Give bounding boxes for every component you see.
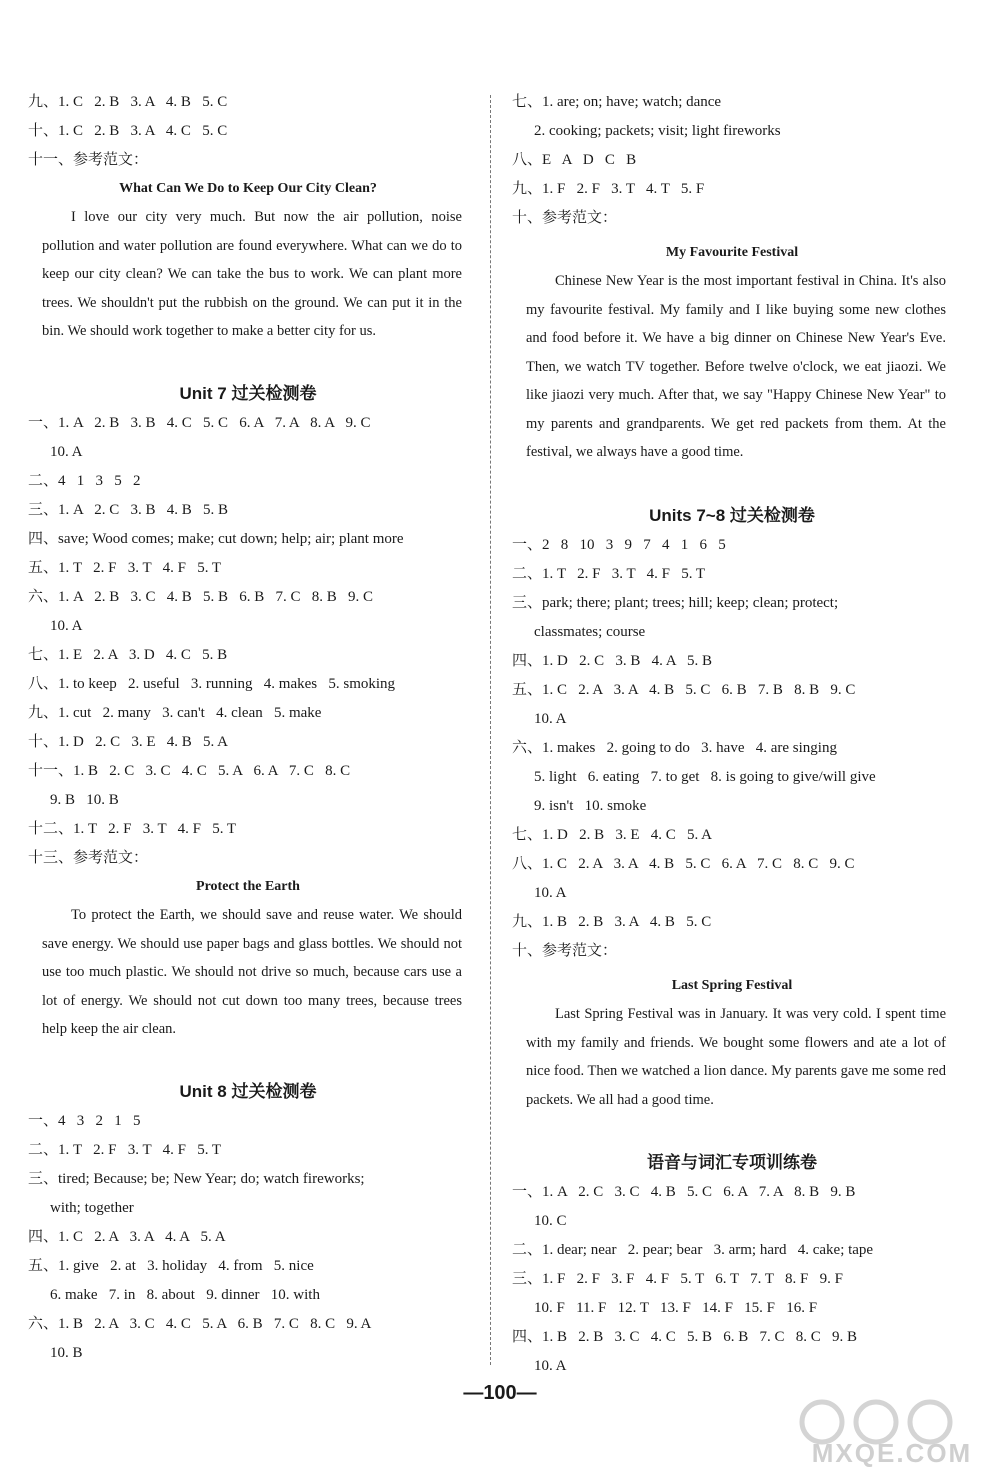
answer-line: 二、1. T 2. F 3. T 4. F 5. T — [28, 1142, 222, 1158]
essay-title: What Can We Do to Keep Our City Clean? — [119, 181, 377, 196]
answer-line: 五、1. C 2. A 3. A 4. B 5. C 6. B 7. B 8. B 9. C — [512, 682, 856, 698]
answer-line: 三、park; there; plant; trees; hill; keep; clean; protect; — [512, 595, 839, 611]
answer-line: 六、1. makes 2. going to do 3. have 4. are singing — [512, 740, 837, 756]
answer-line: 九、1. cut 2. many 3. can't 4. clean 5. make — [28, 705, 322, 721]
answer-line: 十一、1. B 2. C 3. C 4. C 5. A 6. A 7. C 8. C — [28, 763, 351, 779]
answer-line: 5. light 6. eating 7. to get 8. is going to give/will give — [534, 769, 876, 785]
answer-line: classmates; course — [534, 624, 646, 640]
answer-line: 八、1. C 2. A 3. A 4. B 5. C 6. A 7. C 8. C 9. C — [512, 856, 855, 872]
answer-line: 一、1. A 2. B 3. B 4. C 5. C 6. A 7. A 8. A 9. C — [28, 415, 371, 431]
right-column — [512, 88, 952, 1381]
left-column — [28, 88, 468, 1368]
answer-line: 10. A — [50, 618, 83, 634]
answer-line: 九、1. B 2. B 3. A 4. B 5. C — [512, 914, 712, 930]
answer-lines-units78 — [512, 531, 952, 966]
answer-line: 一、2 8 10 3 9 7 4 1 6 5 — [512, 537, 726, 553]
answer-line: 九、1. F 2. F 3. T 4. T 5. F — [512, 181, 705, 197]
answer-line: 六、1. B 2. A 3. C 4. C 5. A 6. B 7. C 8. C 9. A — [28, 1316, 372, 1332]
section-title: Unit 8 过关检测卷 — [179, 1082, 317, 1101]
answer-line: 10. B — [50, 1345, 83, 1361]
answer-line: 10. A — [534, 711, 567, 727]
answer-line: 五、1. give 2. at 3. holiday 4. from 5. nice — [28, 1258, 314, 1274]
essay-title: My Favourite Festival — [665, 245, 799, 260]
answer-line: 二、1. T 2. F 3. T 4. F 5. T — [512, 566, 706, 582]
answer-line: 六、1. A 2. B 3. C 4. B 5. B 6. B 7. C 8. B 9. C — [28, 589, 374, 605]
answer-line: 十三、参考范文： — [28, 850, 149, 866]
answer-line: 10. A — [534, 885, 567, 901]
essay-text: Last Spring Festival was in January. It was very cold. I spent time with my family and friends. We bought some flowers and ate a lot of nice food. Then we watched a lion dance. My parents gave me some red packets. We all had a good time. — [526, 1006, 946, 1108]
answer-line: 四、1. C 2. A 3. A 4. A 5. A — [28, 1229, 226, 1245]
answer-line: 2. cooking; packets; visit; light fireworks — [534, 123, 781, 139]
answer-line: 八、E A D C B — [512, 152, 637, 168]
answer-line: 十、参考范文： — [512, 943, 618, 959]
answer-line: 十、1. D 2. C 3. E 4. B 5. A — [28, 734, 229, 750]
section-title: Units 7~8 过关检测卷 — [649, 506, 815, 525]
answer-line: 9. B 10. B — [50, 792, 119, 808]
answer-line: 10. A — [50, 444, 83, 460]
answer-line: with; together — [50, 1200, 134, 1216]
answer-line: 八、1. to keep 2. useful 3. running 4. makes 5. smoking — [28, 676, 396, 692]
essay-text: Chinese New Year is the most important festival in China. It's also my favourite festival. My family and I like buying some new clothes and food before it. We have a big dinner on Chinese New Year's Eve. Then, we watch TV together. Before twelve o'clock, we eat jiaozi. We like jiaozi very much. After that, we say "Happy Chinese New Year" to my parents and grandparents. We get red packets from them. At the festival, we always have a good time. — [526, 273, 946, 460]
answer-line: 四、1. B 2. B 3. C 4. C 5. B 6. B 7. C 8. C 9. B — [512, 1329, 858, 1345]
answer-line: 9. isn't 10. smoke — [534, 798, 647, 814]
answer-lines-vocab — [512, 1178, 952, 1381]
column-divider — [490, 95, 491, 1365]
answer-line: 一、4 3 2 1 5 — [28, 1113, 141, 1129]
answer-line: 十、参考范文： — [512, 210, 618, 226]
answer-line: 七、1. D 2. B 3. E 4. C 5. A — [512, 827, 713, 843]
answer-line: 三、1. F 2. F 3. F 4. F 5. T 6. T 7. T 8. F 9. F — [512, 1271, 843, 1287]
answer-line: 二、1. dear; near 2. pear; bear 3. arm; hard 4. cake; tape — [512, 1242, 874, 1258]
answer-lines-right-block1 — [512, 88, 952, 233]
essay-title: Last Spring Festival — [671, 978, 793, 993]
answer-line: 三、tired; Because; be; New Year; do; watch fireworks; — [28, 1171, 365, 1187]
answer-lines-unit8 — [28, 1107, 468, 1368]
essay-title: Protect the Earth — [196, 879, 300, 894]
page-number: —100— — [463, 1382, 537, 1404]
section-title: Unit 7 过关检测卷 — [179, 384, 317, 403]
answer-line: 一、1. A 2. C 3. C 4. B 5. C 6. A 7. A 8. B 9. B — [512, 1184, 856, 1200]
watermark-text: MXQE.COM — [811, 1438, 973, 1468]
answer-line: 十、1. C 2. B 3. A 4. C 5. C — [28, 123, 228, 139]
section-title: 语音与词汇专项训练卷 — [647, 1153, 817, 1172]
watermark-logo — [792, 1396, 992, 1468]
answer-line: 五、1. T 2. F 3. T 4. F 5. T — [28, 560, 222, 576]
answer-line: 10. C — [534, 1213, 567, 1229]
answer-line: 七、1. are; on; have; watch; dance — [512, 94, 722, 110]
answer-line: 十一、参考范文： — [28, 152, 149, 168]
answer-line: 七、1. E 2. A 3. D 4. C 5. B — [28, 647, 228, 663]
answer-line: 九、1. C 2. B 3. A 4. B 5. C — [28, 94, 228, 110]
answer-lines-block1 — [28, 88, 468, 175]
answer-line: 二、4 1 3 5 2 — [28, 473, 141, 489]
essay-text: To protect the Earth, we should save and reuse water. We should save energy. We should use paper bags and glass bottles. We should not use too much plastic. We should not drive so much, because cars use a lot of energy. We should not cut down too many trees, because trees help keep the air clean. — [42, 907, 462, 1037]
answer-line: 三、1. A 2. C 3. B 4. B 5. B — [28, 502, 229, 518]
answer-line: 四、save; Wood comes; make; cut down; help; air; plant more — [28, 531, 404, 547]
answer-line: 6. make 7. in 8. about 9. dinner 10. with — [50, 1287, 320, 1303]
answer-line: 四、1. D 2. C 3. B 4. A 5. B — [512, 653, 713, 669]
answer-lines-unit7 — [28, 409, 468, 873]
answer-line: 十二、1. T 2. F 3. T 4. F 5. T — [28, 821, 237, 837]
essay-text: I love our city very much. But now the air pollution, noise pollution and water pollution are found everywhere. What can we do to keep our city clean? We can take the bus to work. We can plant more trees. We shouldn't put the rubbish on the ground. We can put it in the bin. We should work together to make a better city for us. — [42, 209, 462, 339]
answer-line: 10. A — [534, 1358, 567, 1374]
answer-line: 10. F 11. F 12. T 13. F 14. F 15. F 16. F — [534, 1300, 818, 1316]
